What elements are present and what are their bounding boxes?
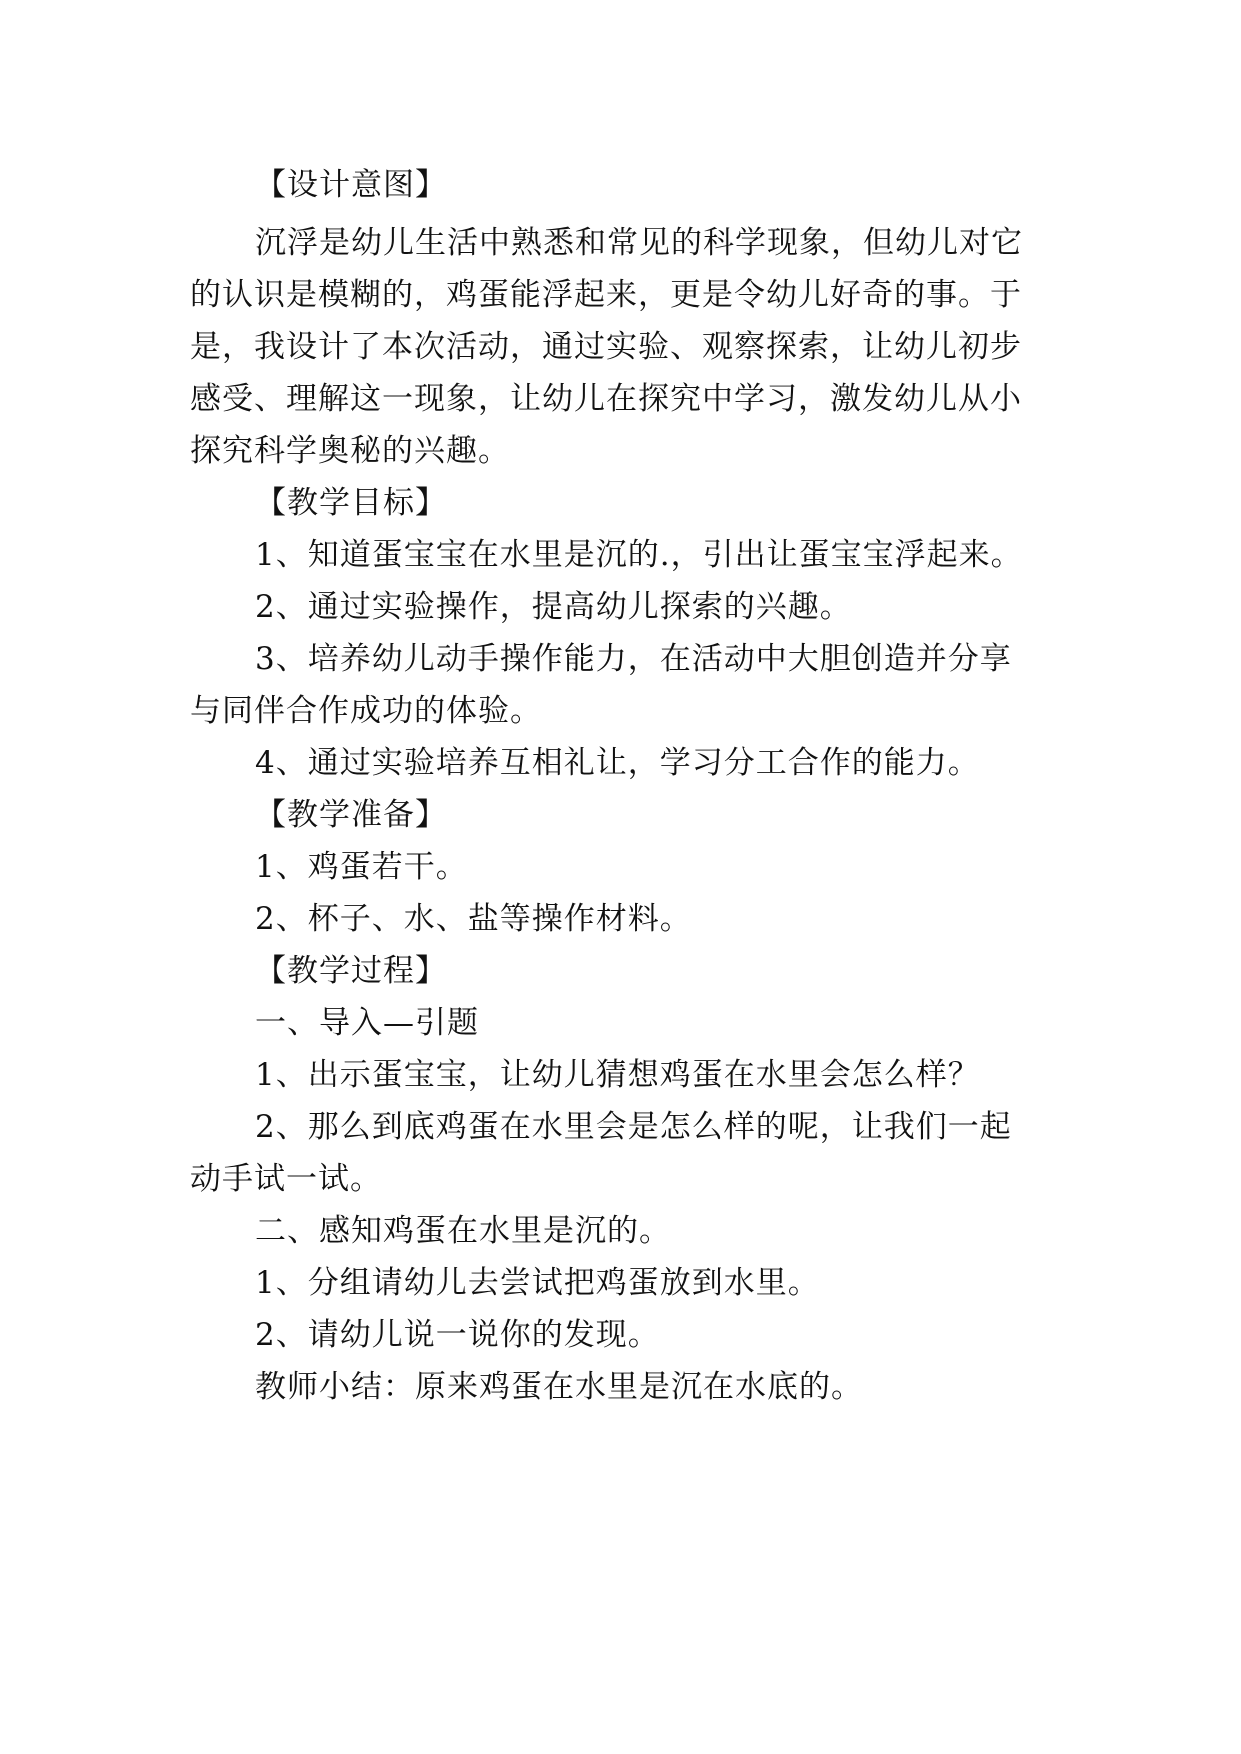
summary-line: 教师小结：原来鸡蛋在水里是沉在水底的。 (255, 1369, 863, 1405)
paragraph-line: 感受、理解这一现象，让幼儿在探究中学习，激发幼儿从小 (190, 381, 1022, 417)
list-item: 2、那么到底鸡蛋在水里会是怎么样的呢，让我们一起 (255, 1109, 1012, 1145)
section-heading-teaching-preparation: 【教学准备】 (255, 797, 447, 833)
list-item: 1、出示蛋宝宝，让幼儿猜想鸡蛋在水里会怎么样？ (255, 1057, 980, 1093)
paragraph-line: 探究科学奥秘的兴趣。 (190, 433, 510, 469)
section-heading-teaching-process: 【教学过程】 (255, 953, 447, 989)
subsection-heading: 二、感知鸡蛋在水里是沉的。 (255, 1213, 671, 1249)
paragraph-line: 是，我设计了本次活动，通过实验、观察探索，让幼儿初步 (190, 329, 1022, 365)
list-item: 2、通过实验操作，提高幼儿探索的兴趣。 (255, 589, 852, 625)
subsection-heading: 一、导入—引题 (255, 1005, 479, 1041)
list-item: 4、通过实验培养互相礼让，学习分工合作的能力。 (255, 745, 980, 781)
list-item: 3、培养幼儿动手操作能力，在活动中大胆创造并分享 (255, 641, 1012, 677)
list-item-continuation: 动手试一试。 (190, 1161, 382, 1197)
list-item-continuation: 与同伴合作成功的体验。 (190, 693, 542, 729)
list-item: 1、鸡蛋若干。 (255, 849, 468, 885)
section-heading-teaching-goals: 【教学目标】 (255, 485, 447, 521)
paragraph-line: 的认识是模糊的，鸡蛋能浮起来，更是令幼儿好奇的事。于 (190, 277, 1022, 313)
list-item: 1、知道蛋宝宝在水里是沉的.，引出让蛋宝宝浮起来。 (255, 537, 1023, 573)
list-item: 2、请幼儿说一说你的发现。 (255, 1317, 660, 1353)
paragraph-line: 沉浮是幼儿生活中熟悉和常见的科学现象，但幼儿对它 (255, 225, 1023, 261)
section-heading-design-intent: 【设计意图】 (255, 167, 447, 203)
list-item: 2、杯子、水、盐等操作材料。 (255, 901, 692, 937)
list-item: 1、分组请幼儿去尝试把鸡蛋放到水里。 (255, 1265, 820, 1301)
